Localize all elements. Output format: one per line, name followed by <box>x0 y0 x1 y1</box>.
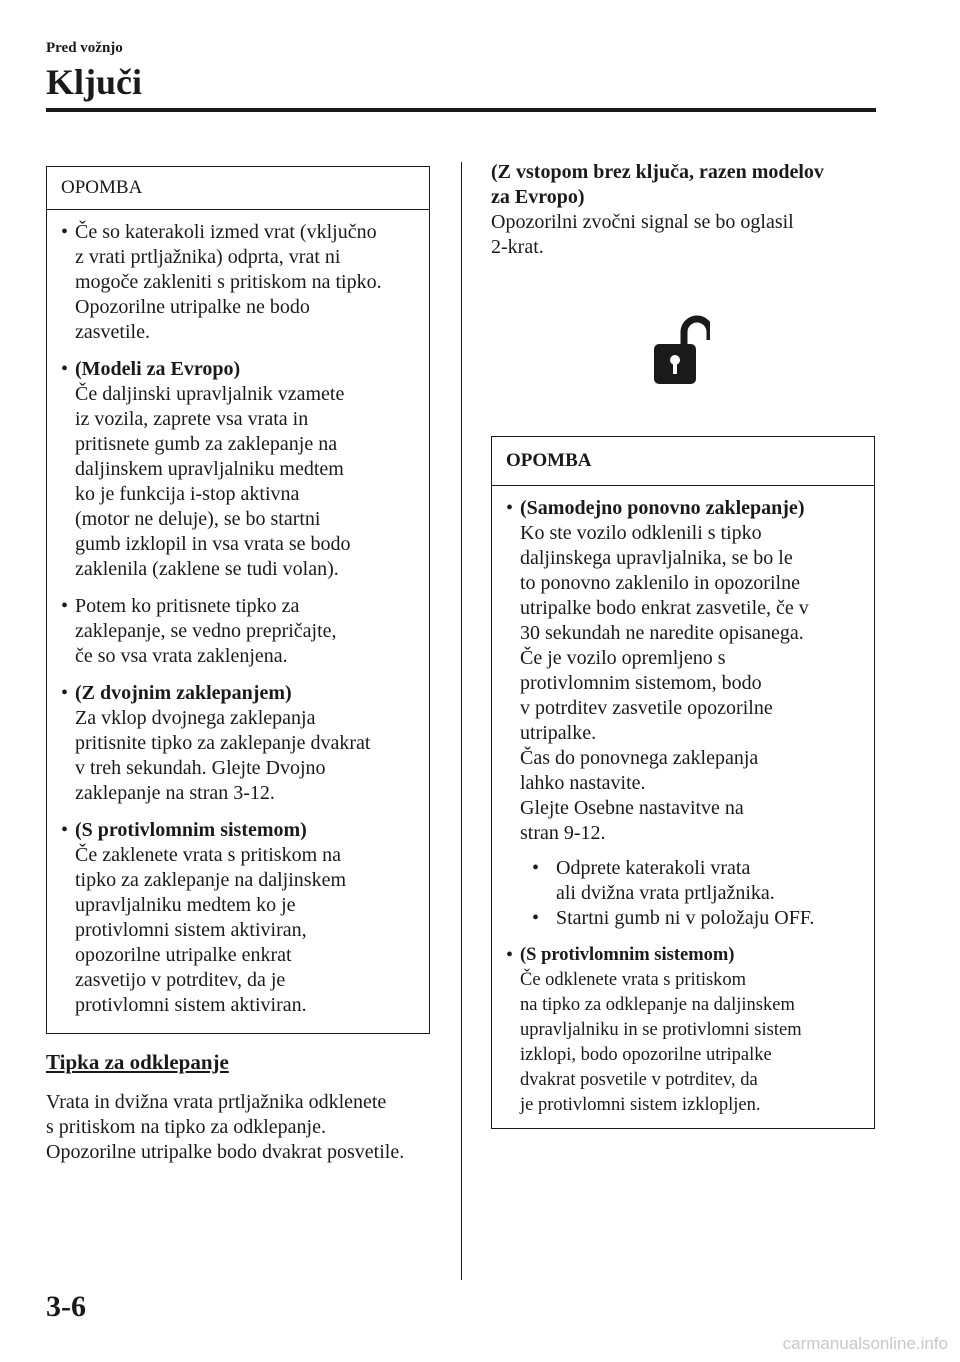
text-line: Čas do ponovnega zaklepanja <box>520 747 759 769</box>
text-line: z vrati prtljažnika) odprta, vrat ni <box>75 246 341 268</box>
text-line: upravljalniku in se protivlomni sistem <box>520 1020 802 1040</box>
text-line: utripalke bodo enkrat zasvetile, če v <box>520 597 809 619</box>
text-line: v treh sekundah. Glejte Dvojno <box>75 757 326 779</box>
text-line: zasvetijo v potrditev, da je <box>75 969 286 991</box>
section-label: Pred vožnjo <box>46 40 123 56</box>
sub-list-item <box>520 856 864 906</box>
sub-bullet: • <box>532 907 540 929</box>
text-line: (motor ne deluje), se bo startni <box>75 508 321 530</box>
note-item <box>61 681 419 806</box>
text-line: Opozorilne utripalke bodo dvakrat posvetile. <box>46 1141 405 1163</box>
text-line: 30 sekundah ne naredite opisanega. <box>520 622 804 644</box>
note-item <box>61 357 419 582</box>
text-line: Startni gumb ni v položaju OFF. <box>556 907 815 929</box>
text-line: izklopi, bodo opozorilne utripalke <box>520 1045 772 1065</box>
text-line: Potem ko pritisnete tipko za <box>75 595 300 617</box>
text-line: Za vklop dvojnega zaklepanja <box>75 707 316 729</box>
watermark: carmanualsonline.info <box>782 1334 948 1353</box>
text-line: upravljalniku medtem ko je <box>75 894 296 916</box>
note-heading: OPOMBA <box>47 167 429 210</box>
note-item <box>506 943 864 1118</box>
bullet: • <box>506 944 514 966</box>
text-line: protivlomni sistem aktiviran. <box>75 994 307 1016</box>
text-line: Ko ste vozilo odklenili s tipko <box>520 522 762 544</box>
text-line: Opozorilne utripalke ne bodo <box>75 296 310 318</box>
text-line: tipko za zaklepanje na daljinskem <box>75 869 347 891</box>
sub-list <box>520 856 864 931</box>
bullet: • <box>61 595 69 617</box>
text-line: dvakrat posvetile v potrditev, da <box>520 1070 758 1090</box>
note-box-right <box>491 436 875 1129</box>
text-line: Če so katerakoli izmed vrat (vključno <box>75 221 377 243</box>
note-item-title: (S protivlomnim sistemom) <box>520 945 735 965</box>
text-line: daljinskem upravljalniku medtem <box>75 458 344 480</box>
text-line: gumb izklopil in vsa vrata se bodo <box>75 533 351 555</box>
text-line: mogoče zakleniti s pritiskom na tipko. <box>75 271 382 293</box>
text-line: protivlomni sistem aktiviran, <box>75 919 307 941</box>
text-line: Če zaklenete vrata s pritiskom na <box>75 844 342 866</box>
text-line: ali dvižna vrata prtljažnika. <box>556 882 775 904</box>
text-line: Če daljinski upravljalnik vzamete <box>75 383 345 405</box>
text-line: lahko nastavite. <box>520 772 646 794</box>
text-line: na tipko za odklepanje na daljinskem <box>520 995 795 1015</box>
keyless-entry-paragraph <box>491 160 881 260</box>
text-line: zaklenila (zaklene se tudi volan). <box>75 558 339 580</box>
text-line: Vrata in dvižna vrata prtljažnika odklenete <box>46 1091 387 1113</box>
text-line: je protivlomni sistem izklopljen. <box>520 1095 761 1115</box>
bullet: • <box>61 682 69 704</box>
text-line: pritisnete gumb za zaklepanje na <box>75 433 338 455</box>
note-item-title: (S protivlomnim sistemom) <box>75 819 307 841</box>
text-line: iz vozila, zaprete vsa vrata in <box>75 408 309 430</box>
bullet: • <box>61 358 69 380</box>
text-line: protivlomnim sistemom, bodo <box>520 672 762 694</box>
column-divider <box>461 162 462 1280</box>
note-item-title: (Samodejno ponovno zaklepanje) <box>520 497 805 519</box>
text-line: Če odklenete vrata s pritiskom <box>520 970 747 990</box>
text-line: daljinskega upravljalnika, se bo le <box>520 547 793 569</box>
note-box-left <box>46 166 430 1034</box>
sub-list-item <box>520 906 864 931</box>
text-line: ko je funkcija i-stop aktivna <box>75 483 300 505</box>
page-title: Ključi <box>46 62 142 102</box>
unlock-button-heading: Tipka za odklepanje <box>46 1050 229 1074</box>
note-item <box>61 818 419 1018</box>
sub-bullet: • <box>532 857 540 879</box>
text-line: Odprete katerakoli vrata <box>556 857 751 879</box>
unlock-padlock-icon <box>654 312 710 384</box>
text-line: to ponovno zaklenilo in opozorilne <box>520 572 800 594</box>
text-line: Opozorilni zvočni signal se bo oglasil <box>491 211 794 233</box>
note-item <box>506 496 864 931</box>
text-line: Če je vozilo opremljeno s <box>520 647 726 669</box>
text-line: 2-krat. <box>491 236 544 258</box>
bullet: • <box>506 497 514 519</box>
text-line: za Evropo) <box>491 186 585 208</box>
text-line: če so vsa vrata zaklenjena. <box>75 645 288 667</box>
text-line: zaklepanje, se vedno prepričajte, <box>75 620 337 642</box>
text-line: zaklepanje na stran 3-12. <box>75 782 275 804</box>
note-item <box>61 220 419 345</box>
unlock-paragraph <box>46 1090 446 1165</box>
bullet: • <box>61 819 69 841</box>
text-line: Glejte Osebne nastavitve na <box>520 797 744 819</box>
text-line: s pritiskom na tipko za odklepanje. <box>46 1116 326 1138</box>
note-item-title: (Z dvojnim zaklepanjem) <box>75 682 292 704</box>
note-item-title: (Modeli za Evropo) <box>75 358 241 380</box>
note-heading: OPOMBA <box>492 437 874 486</box>
note-item <box>61 594 419 669</box>
bullet: • <box>61 221 69 243</box>
text-line: utripalke. <box>520 722 597 744</box>
header-rule <box>46 108 876 112</box>
text-line: v potrditev zasvetile opozorilne <box>520 697 773 719</box>
text-line: opozorilne utripalke enkrat <box>75 944 292 966</box>
text-line: (Z vstopom brez ključa, razen modelov <box>491 161 824 183</box>
text-line: stran 9-12. <box>520 822 606 844</box>
text-line: zasvetile. <box>75 321 150 343</box>
page-number: 3-6 <box>46 1290 86 1323</box>
text-line: pritisnite tipko za zaklepanje dvakrat <box>75 732 371 754</box>
